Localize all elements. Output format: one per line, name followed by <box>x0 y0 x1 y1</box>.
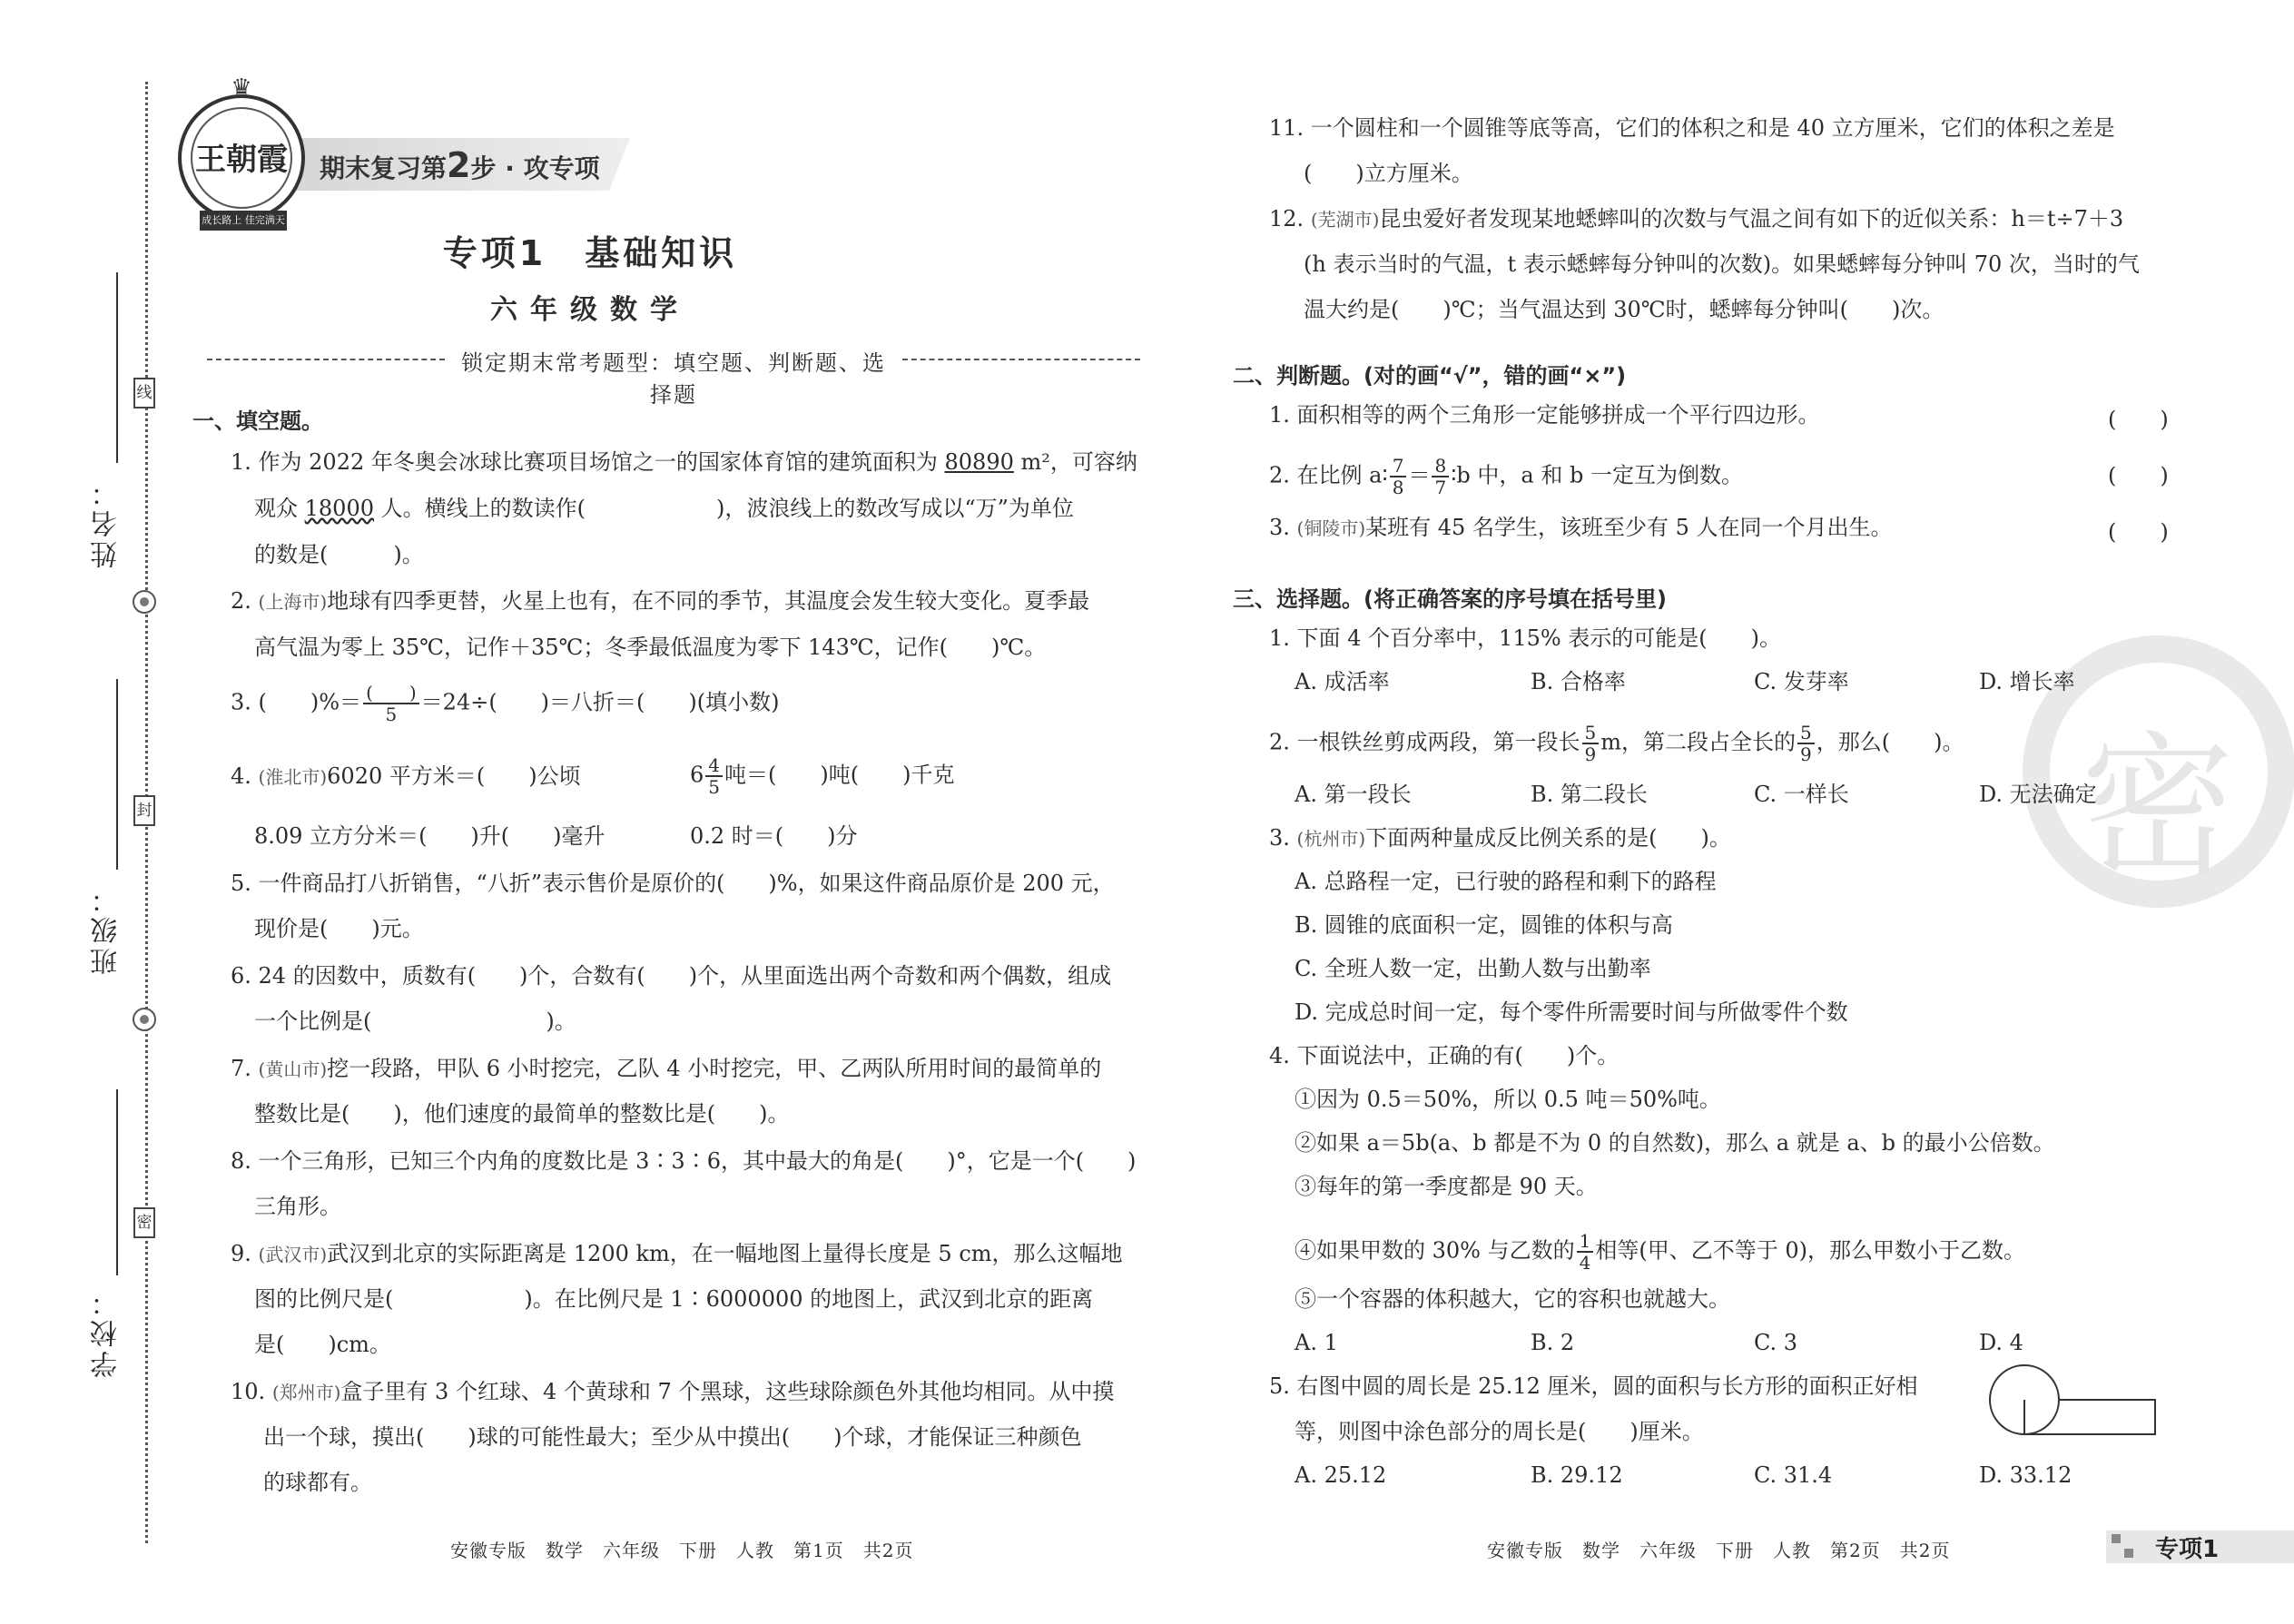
statement-3: ③每年的第一季度都是 90 天。 <box>1295 1174 1598 1199</box>
seal-mark-secret: 密 <box>133 1207 155 1238</box>
option-d[interactable]: D. 增长率 <box>1979 669 2075 694</box>
choice-question-5-line-2: 等，则图中涂色部分的周长是( )厘米。 <box>1295 1419 1704 1444</box>
question-4-mixed-number: 6 $\frac{4}{5}$ 吨＝( )吨( )千克 <box>690 754 955 798</box>
statement-1: ①因为 0.5＝50%，所以 0.5 吨＝50%吨。 <box>1295 1087 1721 1112</box>
question-6-line-1: 6. 24 的因数中，质数有( )个，合数有( )个，从里面选出两个奇数和两个偶数，组成 <box>231 963 1112 989</box>
subtitle: 锁定期末常考题型：填空题、判断题、选择题 <box>461 350 886 408</box>
question-6-line-2: 一个比例是( )。 <box>254 1009 576 1034</box>
secret-stamp-watermark: 密 <box>2023 635 2294 908</box>
choice-question-1: 1. 下面 4 个百分率中，115% 表示的可能是( )。 <box>1269 625 1782 651</box>
statement-4: ④如果甲数的 30% 与乙数的 $\frac{1}{4}$ 相等(甲、乙不等于 0)，那么甲数小于乙数。 <box>1295 1230 2025 1274</box>
question-5-line-2: 现价是( )元。 <box>254 916 424 941</box>
option-d[interactable]: D. 完成总时间一定，每个零件所需要时间与所做零件个数 <box>1295 999 1848 1025</box>
option-b[interactable]: B. 合格率 <box>1531 669 1626 694</box>
option-a[interactable]: A. 1 <box>1295 1330 1338 1355</box>
option-d[interactable]: D. 33.12 <box>1979 1462 2072 1488</box>
question-1-line-2: 观众 18000 人。横线上的数读作( )，波浪线上的数改写成以“万”为单位 <box>254 496 1074 521</box>
question-4-line-2: 8.09 立方分米＝( )升( )毫升 <box>254 823 605 849</box>
subject-title: 六年级数学 <box>490 294 690 326</box>
choice-question-3: 3. (杭州市)下面两种量成反比例关系的是( )。 <box>1269 825 1731 851</box>
question-9-line-3: 是( )cm。 <box>254 1332 391 1357</box>
question-8-line-2: 三角形。 <box>254 1194 341 1219</box>
question-10-line-3: 的球都有。 <box>263 1470 372 1495</box>
option-a[interactable]: A. 第一段长 <box>1295 782 1412 807</box>
answer-paren[interactable]: ( ) <box>2108 519 2169 545</box>
option-a[interactable]: A. 总路程一定，已行驶的路程和剩下的路程 <box>1295 869 1717 894</box>
question-12-line-3: 温大约是( )℃；当气温达到 30℃时，蟋蟀每分钟叫( )次。 <box>1304 297 1944 322</box>
name-label: 姓名： <box>91 476 123 568</box>
corner-square-icon <box>2124 1549 2133 1558</box>
school-field[interactable] <box>116 1089 118 1275</box>
question-2-line-2: 高气温为零上 35℃，记作＋35℃；冬季最低温度为零下 143℃，记作( )℃。 <box>254 635 1047 660</box>
question-3: 3. ( )%＝ ( ) 5 ＝24÷( )＝八折＝( )(填小数) <box>231 682 780 725</box>
answer-paren[interactable]: ( ) <box>2108 407 2169 432</box>
judge-question-2: 2. 在比例 a∶ $\frac{7}{8}$ ＝ $\frac{8}{7}$ ∶b 中，a 和 b 一定互为倒数。 <box>1269 455 1743 498</box>
question-10-line-1: 10. (郑州市)盒子里有 3 个红球、4 个黄球和 7 个黑球，这些球除颜色外其他均相同。从中摸 <box>231 1379 1115 1404</box>
question-10-line-2: 出一个球，摸出( )球的可能性最大；至少从中摸出( )个球，才能保证三种颜色 <box>263 1424 1082 1450</box>
question-12-line-1: 12. (芜湖市)昆虫爱好者发现某地蟋蟀叫的次数与气温之间有如下的近似关系：h＝t÷7＋3 <box>1269 206 2124 231</box>
question-12-line-2: (h 表示当时的气温，t 表示蟋蟀每分钟叫的次数)。如果蟋蟀每分钟叫 70 次，当时的气 <box>1304 251 2140 277</box>
seal-mark-seal: 封 <box>133 795 155 826</box>
question-7-line-1: 7. (黄山市)挖一段路，甲队 6 小时挖完，乙队 4 小时挖完，甲、乙两队所用时间的最简单的 <box>231 1056 1102 1081</box>
question-9-line-2: 图的比例尺是( )。在比例尺是 1∶6000000 的地图上，武汉到北京的距离 <box>254 1286 1094 1312</box>
question-1-line-1: 1. 作为 2022 年冬奥会冰球比赛项目场馆之一的国家体育馆的建筑面积为 80890 m²，可容纳 <box>231 449 1137 475</box>
circle-rectangle-diagram <box>1986 1362 2159 1438</box>
section-heading-judge: 二、判断题。(对的画“√”，错的画“×”) <box>1233 363 1627 389</box>
question-4-line-2b: 0.2 时＝( )分 <box>690 823 858 849</box>
statement-5: ⑤一个容器的体积越大，它的容积也就越大。 <box>1295 1286 1730 1312</box>
page-title: 专项1 基础知识 <box>442 233 738 273</box>
option-c[interactable]: C. 3 <box>1754 1330 1798 1355</box>
question-7-line-2: 整数比是( )，他们速度的最简单的整数比是( )。 <box>254 1101 790 1127</box>
binding-hole-icon <box>133 1008 156 1031</box>
corner-square-icon <box>2112 1534 2121 1543</box>
subtitle-row <box>207 345 1140 408</box>
crown-icon: ♛ <box>231 74 252 102</box>
footer-page-2: 安徽专版 数学 六年级 下册 人教 第2页 共2页 <box>1487 1540 1951 1561</box>
question-2-line-1: 2. (上海市)地球有四季更替，火星上也有，在不同的季节，其温度会发生较大变化。夏季最 <box>231 588 1090 614</box>
question-4-line-1: 4. (淮北市)6020 平方米＝( )公顷 <box>231 763 581 789</box>
class-field[interactable] <box>116 679 118 870</box>
question-11-line-1: 11. 一个圆柱和一个圆锥等底等高，它们的体积之和是 40 立方厘米，它们的体积之差是 <box>1269 115 2115 141</box>
brand-logo: ♛ 王朝霞 成长路上 佳完满天 <box>178 94 305 221</box>
option-b[interactable]: B. 第二段长 <box>1531 782 1648 807</box>
option-d[interactable]: D. 4 <box>1979 1330 2023 1355</box>
section-heading-fill: 一、填空题。 <box>192 408 323 434</box>
question-8-line-1: 8. 一个三角形，已知三个内角的度数比是 3∶3∶6，其中最大的角是( )°，它是一个( ) <box>231 1148 1137 1174</box>
header-banner-text: 期末复习第2步 · 攻专项 <box>320 145 600 185</box>
option-d[interactable]: D. 无法确定 <box>1979 782 2097 807</box>
binding-hole-icon <box>133 590 156 614</box>
option-b[interactable]: B. 29.12 <box>1531 1462 1623 1488</box>
statement-2: ②如果 a＝5b(a、b 都是不为 0 的自然数)，那么 a 就是 a、b 的最小公倍数。 <box>1295 1130 2055 1156</box>
option-c[interactable]: C. 31.4 <box>1754 1462 1833 1488</box>
seal-mark-line: 线 <box>133 378 155 408</box>
section-heading-choice: 三、选择题。(将正确答案的序号填在括号里) <box>1233 586 1667 612</box>
option-a[interactable]: A. 25.12 <box>1295 1462 1387 1488</box>
option-b[interactable]: B. 圆锥的底面积一定，圆锥的体积与高 <box>1295 912 1673 938</box>
question-11-line-2: ( )立方厘米。 <box>1304 161 1473 186</box>
judge-question-1: 1. 面积相等的两个三角形一定能够拼成一个平行四边形。 <box>1269 402 1820 428</box>
judge-question-3: 3. (铜陵市)某班有 45 名学生，该班至少有 5 人在同一个月出生。 <box>1269 515 1893 540</box>
option-c[interactable]: C. 一样长 <box>1754 782 1849 807</box>
question-5-line-1: 5. 一件商品打八折销售，“八折”表示售价是原价的( )%，如果这件商品原价是 200 元， <box>231 871 1115 896</box>
choice-question-4: 4. 下面说法中，正确的有( )个。 <box>1269 1043 1620 1068</box>
choice-question-5-line-1: 5. 右图中圆的周长是 25.12 厘米，圆的面积与长方形的面积正好相 <box>1269 1373 1918 1399</box>
class-label: 班级： <box>91 882 123 975</box>
question-1-line-3: 的数是( )。 <box>254 542 424 567</box>
corner-tab-label: 专项1 <box>2155 1536 2220 1563</box>
option-c[interactable]: C. 全班人数一定，出勤人数与出勤率 <box>1295 956 1651 981</box>
question-9-line-1: 9. (武汉市)武汉到北京的实际距离是 1200 km，在一幅地图上量得长度是 5 cm，那么这幅地 <box>231 1241 1123 1266</box>
option-c[interactable]: C. 发芽率 <box>1754 669 1849 694</box>
school-label: 学校： <box>91 1285 123 1378</box>
footer-page-1: 安徽专版 数学 六年级 下册 人教 第1页 共2页 <box>450 1540 914 1561</box>
answer-paren[interactable]: ( ) <box>2108 463 2169 488</box>
option-a[interactable]: A. 成活率 <box>1295 669 1390 694</box>
option-b[interactable]: B. 2 <box>1531 1330 1575 1355</box>
choice-question-2: 2. 一根铁丝剪成两段，第一段长 $\frac{5}{9}$ m，第二段占全长的 $\frac{5}{9}$ ，那么( )。 <box>1269 722 1964 765</box>
